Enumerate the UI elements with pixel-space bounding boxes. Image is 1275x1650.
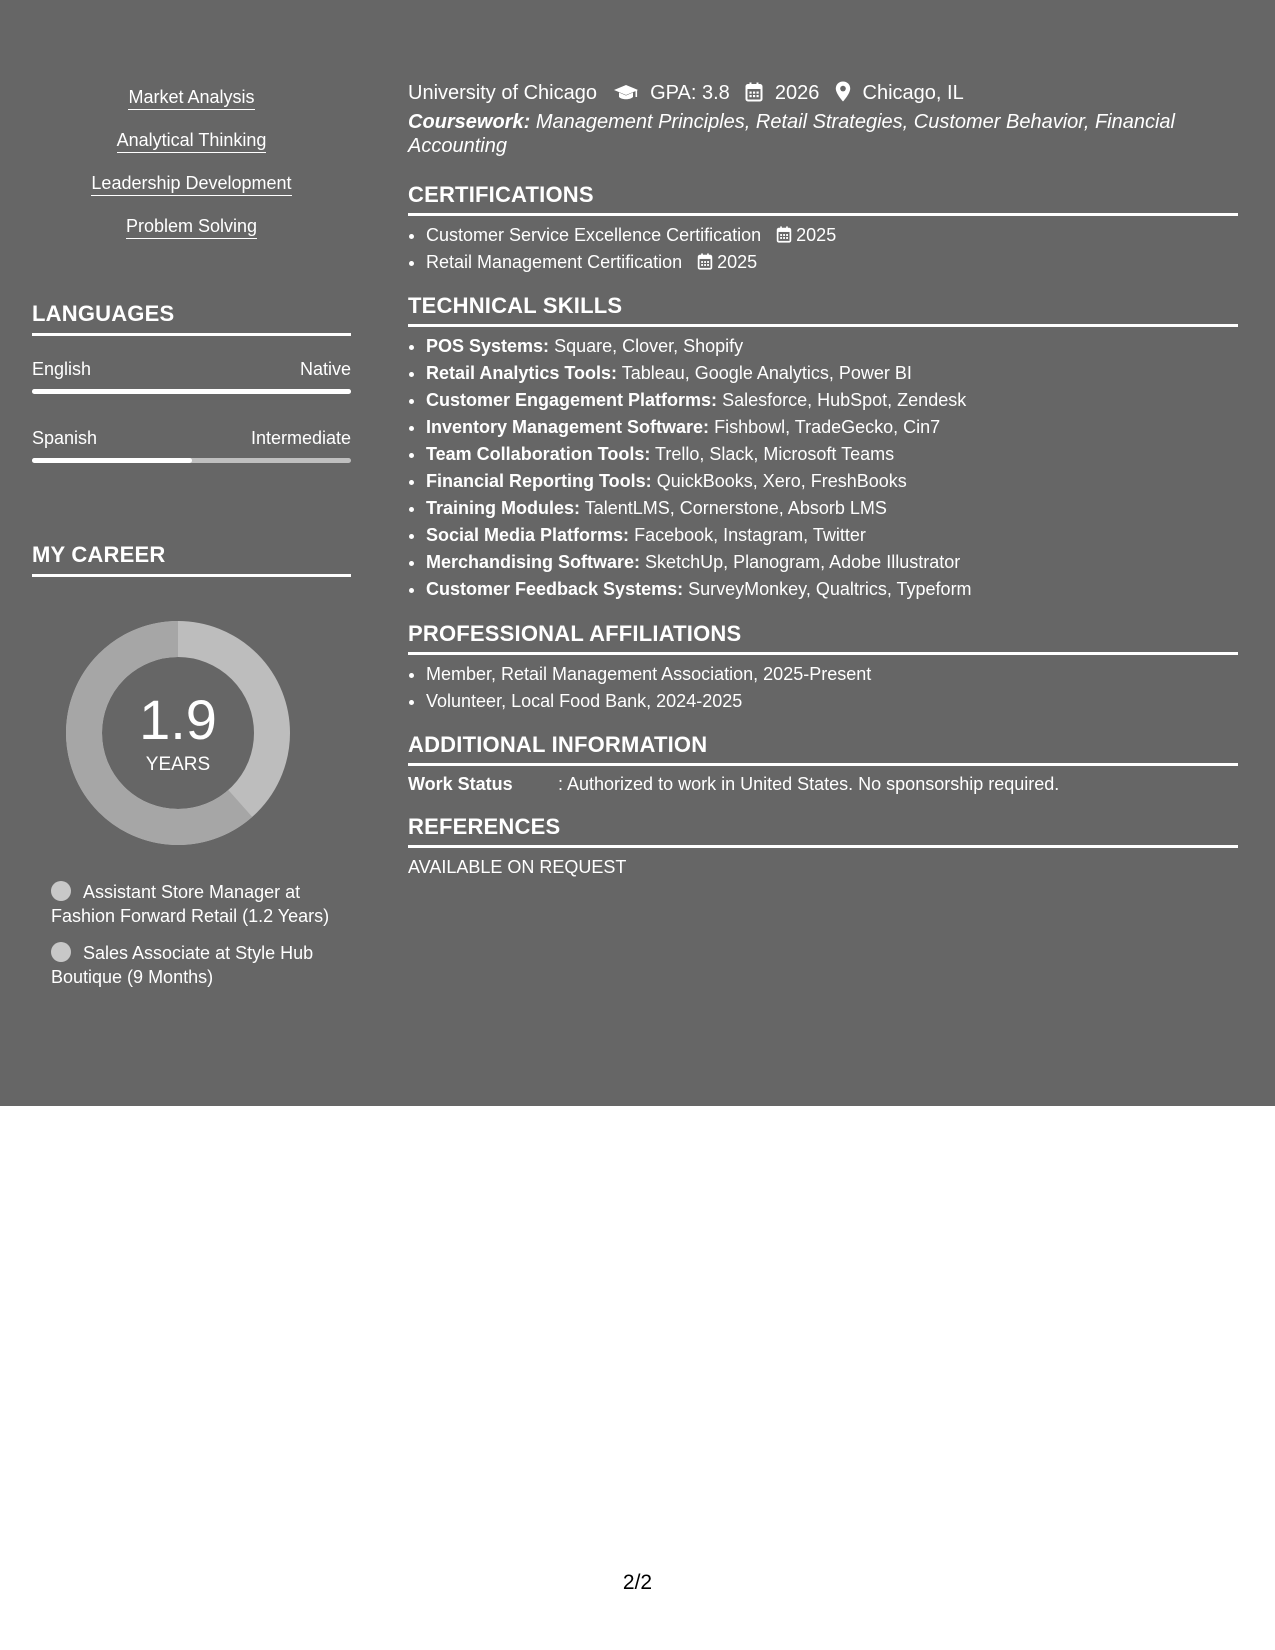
certifications-heading: CERTIFICATIONS [408,182,1238,216]
skill-item [426,387,1238,414]
calendar-icon [697,253,713,270]
skill-tag: Market Analysis [128,86,254,110]
technical-skills-list [408,333,1238,603]
certification-name: Retail Management Certification [426,252,683,272]
skill-item [426,468,1238,495]
skill-label: Inventory Management Software: [426,417,710,437]
coursework [408,110,1208,158]
certification-year: 2025 [717,252,758,272]
skills-list [32,86,351,258]
graduation-cap-icon [613,84,639,102]
skill-value: Salesforce, HubSpot, Zendesk [722,390,967,410]
affiliation-item: • Member, Retail Management Association, 2025-Present [426,661,1238,688]
skill-label: Customer Engagement Platforms: [426,390,718,410]
skill-item [426,441,1238,468]
career-years-value: 1.9 [139,688,217,751]
skill-value: SketchUp, Planogram, Adobe Illustrator [645,552,961,572]
skill-item [426,522,1238,549]
skill-value: QuickBooks, Xero, FreshBooks [656,471,907,491]
graduation-year: 2026 [774,82,820,104]
languages-heading: LANGUAGES [32,301,351,336]
technical-skills-heading: TECHNICAL SKILLS [408,293,1238,327]
skill-tag: Leadership Development [91,172,291,196]
career-item-text: Assistant Store Manager at Fashion Forward Retail (1.2 Years) [51,882,330,926]
coursework-text: Management Principles, Retail Strategies, Customer Behavior, Financial Accounting [408,111,1176,157]
skill-label: Team Collaboration Tools: [426,444,651,464]
bullet-dot-icon [51,942,71,962]
skill-item [426,333,1238,360]
skill-value: TalentLMS, Cornerstone, Absorb LMS [584,498,887,518]
work-status-value: : Authorized to work in United States. No sponsorship required. [558,774,1060,794]
skill-label: Merchandising Software: [426,552,641,572]
skill-value: Fishbowl, TradeGecko, Cin7 [714,417,941,437]
work-status [408,772,1059,796]
skill-item [426,414,1238,441]
language-level: Native [299,359,351,379]
skill-value: Trello, Slack, Microsoft Teams [655,444,895,464]
skill-item [426,549,1238,576]
bullet-dot-icon [51,881,71,901]
references-text: AVAILABLE ON REQUEST [408,857,627,877]
career-item [51,941,341,989]
language-level: Intermediate [250,428,351,448]
calendar-icon [745,82,763,102]
skill-label: Training Modules: [426,498,581,518]
career-heading: MY CAREER [32,542,351,577]
additional-info-heading: ADDITIONAL INFORMATION [408,732,1238,766]
skill-label: Retail Analytics Tools: [426,363,618,383]
skill-label: POS Systems: [426,336,550,356]
language-bar-fill [32,389,351,394]
language-spanish [32,428,351,463]
coursework-label: Coursework: [408,111,531,133]
language-bar [32,389,351,394]
language-english [32,359,351,394]
skill-tag: Problem Solving [126,215,257,239]
career-years-unit: YEARS [145,754,211,775]
affiliation-item: • Volunteer, Local Food Bank, 2024-2025 [426,688,1238,715]
language-name: English [32,359,92,379]
skill-value: SurveyMonkey, Qualtrics, Typeform [688,579,972,599]
skill-value: Facebook, Instagram, Twitter [634,525,866,545]
certification-year: 2025 [796,225,837,245]
certification-name: Customer Service Excellence Certification [426,225,762,245]
language-bar-fill [32,458,192,463]
skill-value: Square, Clover, Shopify [554,336,744,356]
certification-item [426,249,1238,276]
skill-label: Customer Feedback Systems: [426,579,684,599]
gpa: GPA: 3.8 [650,82,730,104]
skill-tag: Analytical Thinking [117,129,267,153]
language-bar [32,458,351,463]
certification-item [426,222,1238,249]
calendar-icon [776,226,792,243]
skill-item [426,495,1238,522]
school-name: University of Chicago [408,82,597,104]
language-name: Spanish [32,428,98,448]
location-pin-icon [835,81,851,102]
affiliations-list [408,661,1238,715]
skill-item [426,576,1238,603]
education-line [408,80,1238,106]
school-location: Chicago, IL [862,82,964,104]
references-heading: REFERENCES [408,814,1238,848]
certifications-list [408,222,1238,276]
skill-label: Financial Reporting Tools: [426,471,652,491]
skill-item [426,360,1238,387]
skill-label: Social Media Platforms: [426,525,630,545]
skill-value: Tableau, Google Analytics, Power BI [621,363,912,383]
affiliations-heading: PROFESSIONAL AFFILIATIONS [408,621,1238,655]
career-item [51,880,341,928]
page-number: 2/2 [622,1571,653,1594]
work-status-label: Work Status [408,774,513,794]
career-list [51,880,341,1002]
career-item-text: Sales Associate at Style Hub Boutique (9 Months) [51,943,314,987]
